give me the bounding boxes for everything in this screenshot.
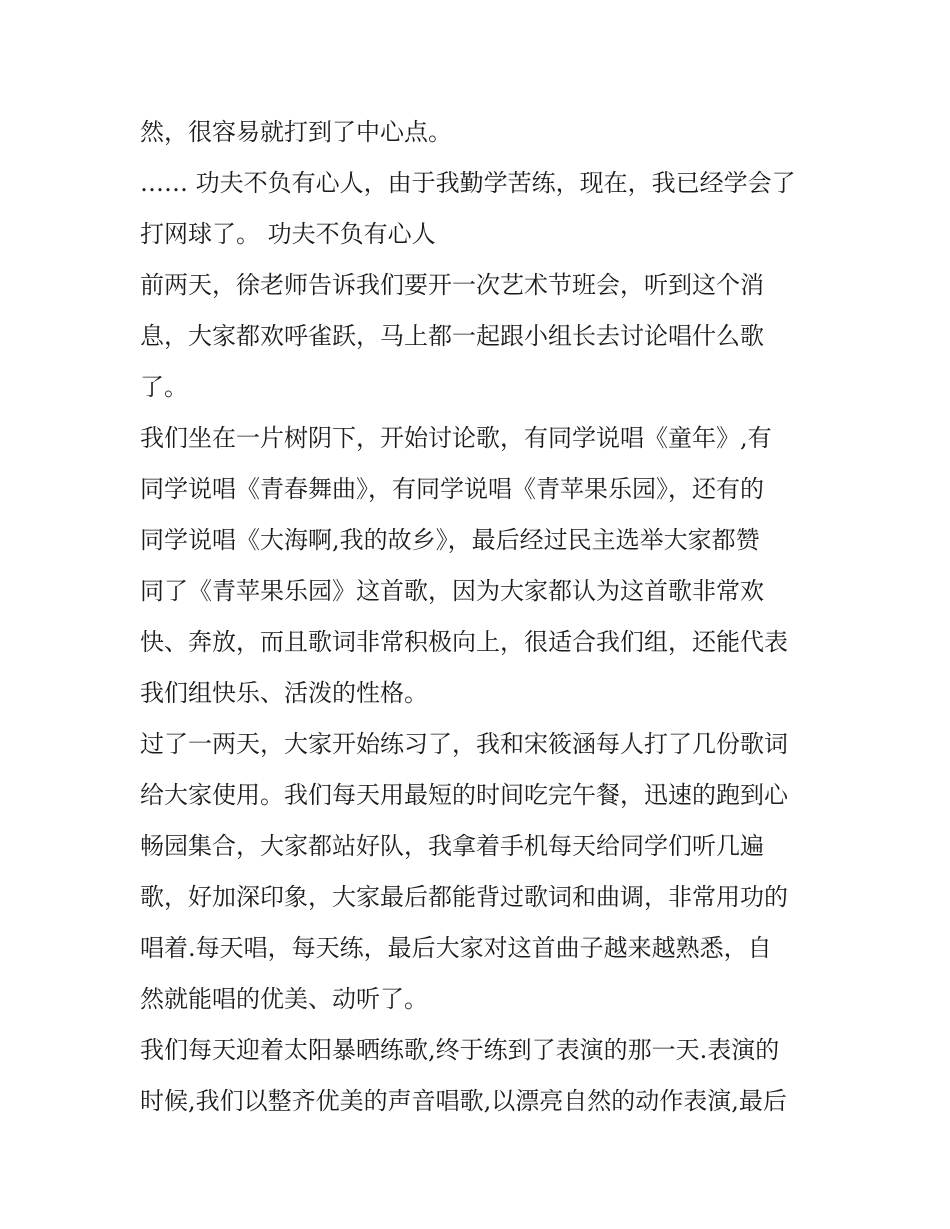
- paragraph: [140, 1025, 820, 1127]
- paragraph: [140, 107, 820, 158]
- paragraph: [140, 413, 820, 719]
- text-line: 然就能唱的优美、动听了。: [140, 985, 428, 1013]
- text-line: 过了一两天，大家开始练习了，我和宋筱涵每人打了几份歌词: [140, 730, 788, 758]
- text-line: 了。: [140, 373, 188, 401]
- paragraph: [140, 260, 820, 413]
- paragraph: [140, 719, 820, 1025]
- text-line: 畅园集合，大家都站好队，我拿着手机每天给同学们听几遍: [140, 832, 764, 860]
- document-body: [140, 107, 820, 1127]
- text-line: 我们每天迎着太阳暴晒练歌,终于练到了表演的那一天.表演的: [140, 1036, 780, 1064]
- text-line: …… 功夫不负有心人，由于我勤学苦练，现在，我已经学会了: [140, 169, 796, 197]
- text-line: 息，大家都欢呼雀跃，马上都一起跟小组长去讨论唱什么歌: [140, 322, 764, 350]
- text-line: 给大家使用。我们每天用最短的时间吃完午餐，迅速的跑到心: [140, 781, 788, 809]
- text-line: 时候,我们以整齐优美的声音唱歌,以漂亮自然的动作表演,最后: [140, 1087, 787, 1115]
- text-line: 我们坐在一片树阴下，开始讨论歌，有同学说唱《童年》,有: [140, 424, 772, 452]
- text-line: 同了《青苹果乐园》这首歌，因为大家都认为这首歌非常欢: [140, 577, 764, 605]
- text-line: 前两天，徐老师告诉我们要开一次艺术节班会，听到这个消: [140, 271, 764, 299]
- paragraph: [140, 158, 820, 260]
- text-line: 同学说唱《大海啊,我的故乡》，最后经过民主选举大家都赞: [140, 526, 760, 554]
- text-line: 唱着.每天唱，每天练，最后大家对这首曲子越来越熟悉，自: [140, 934, 772, 962]
- text-line: 歌，好加深印象，大家最后都能背过歌词和曲调，非常用功的: [140, 883, 788, 911]
- text-line: 快、奔放，而且歌词非常积极向上，很适合我们组，还能代表: [140, 628, 788, 656]
- text-line: 然，很容易就打到了中心点。: [140, 118, 452, 146]
- text-line: 我们组快乐、活泼的性格。: [140, 679, 428, 707]
- text-line: 同学说唱《青春舞曲》，有同学说唱《青苹果乐园》，还有的: [140, 475, 764, 503]
- text-line: 打网球了。 功夫不负有心人: [140, 220, 436, 248]
